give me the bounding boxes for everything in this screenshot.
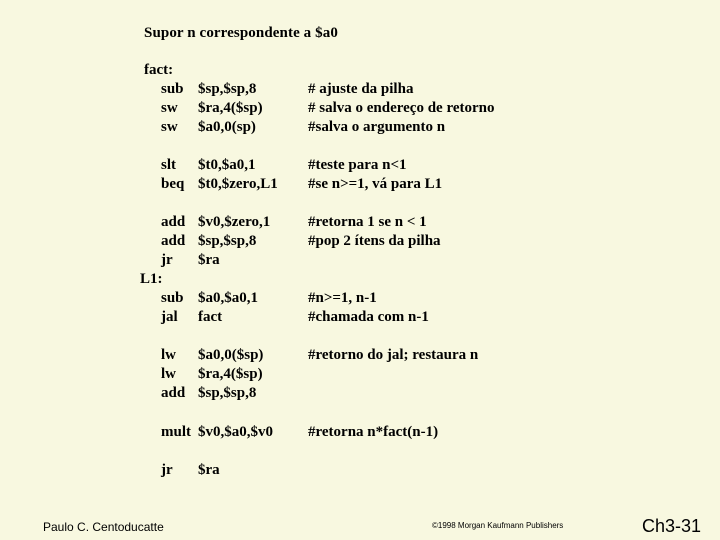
code-operands: $a0,0(sp) xyxy=(198,119,256,135)
code-comment: # salva o endereço de retorno xyxy=(308,100,495,116)
code-opcode: lw xyxy=(161,347,176,363)
code-opcode: sub xyxy=(161,290,184,306)
code-operands: $a0,0($sp) xyxy=(198,347,264,363)
code-comment: # ajuste da pilha xyxy=(308,81,414,97)
code-comment: #retorna 1 se n < 1 xyxy=(308,214,427,230)
code-operands: $t0,$a0,1 xyxy=(198,157,256,173)
code-operands: $ra,4($sp) xyxy=(198,366,263,382)
code-operands: $ra,4($sp) xyxy=(198,100,263,116)
code-opcode: add xyxy=(161,214,186,230)
code-line xyxy=(0,157,720,176)
code-opcode: lw xyxy=(161,366,176,382)
fact-label: fact: xyxy=(144,62,174,78)
slide-title: Supor n correspondente a $a0 xyxy=(144,25,338,41)
code-comment: #retorna n*fact(n-1) xyxy=(308,424,439,440)
code-operands: $ra xyxy=(198,462,220,478)
code-line xyxy=(0,233,720,252)
footer-author: Paulo C. Centoducatte xyxy=(43,520,164,534)
code-operands: $sp,$sp,8 xyxy=(198,385,257,401)
code-comment: #retorno do jal; restaura n xyxy=(308,347,479,363)
code-line xyxy=(0,462,720,481)
code-opcode: sw xyxy=(161,100,178,116)
code-line xyxy=(0,385,720,404)
code-opcode: add xyxy=(161,233,186,249)
code-line xyxy=(0,347,720,366)
code-operands: $t0,$zero,L1 xyxy=(198,176,278,192)
code-comment: #se n>=1, vá para L1 xyxy=(308,176,443,192)
code-label-row xyxy=(0,271,720,290)
code-comment: #n>=1, n-1 xyxy=(308,290,377,306)
code-comment: #pop 2 ítens da pilha xyxy=(308,233,441,249)
code-opcode: jr xyxy=(161,252,173,268)
code-line xyxy=(0,309,720,328)
page-number: Ch3-31 xyxy=(642,516,702,536)
code-label-row xyxy=(0,62,720,81)
code-opcode: beq xyxy=(161,176,185,192)
code-operands: $v0,$a0,$v0 xyxy=(198,424,273,440)
code-line xyxy=(0,81,720,100)
code-comment: #teste para n<1 xyxy=(308,157,407,173)
code-line xyxy=(0,424,720,443)
code-comment: #chamada com n-1 xyxy=(308,309,429,325)
code-opcode: sw xyxy=(161,119,178,135)
l1-label: L1: xyxy=(140,271,163,287)
code-line xyxy=(0,119,720,138)
code-comment: #salva o argumento n xyxy=(308,119,446,135)
code-operands: fact xyxy=(198,309,223,325)
footer-copyright: ©1998 Morgan Kaufmann Publishers xyxy=(432,521,564,530)
code-operands: $v0,$zero,1 xyxy=(198,214,271,230)
code-opcode: sub xyxy=(161,81,184,97)
code-operands: $ra xyxy=(198,252,220,268)
code-line xyxy=(0,252,720,271)
code-operands: $a0,$a0,1 xyxy=(198,290,258,306)
code-line xyxy=(0,176,720,195)
code-line xyxy=(0,100,720,119)
code-line xyxy=(0,214,720,233)
code-operands: $sp,$sp,8 xyxy=(198,233,257,249)
code-opcode: jal xyxy=(161,309,178,325)
code-opcode: jr xyxy=(161,462,173,478)
code-line xyxy=(0,290,720,309)
code-operands: $sp,$sp,8 xyxy=(198,81,257,97)
code-opcode: mult xyxy=(161,424,191,440)
code-line xyxy=(0,366,720,385)
code-opcode: slt xyxy=(161,157,176,173)
code-opcode: add xyxy=(161,385,186,401)
